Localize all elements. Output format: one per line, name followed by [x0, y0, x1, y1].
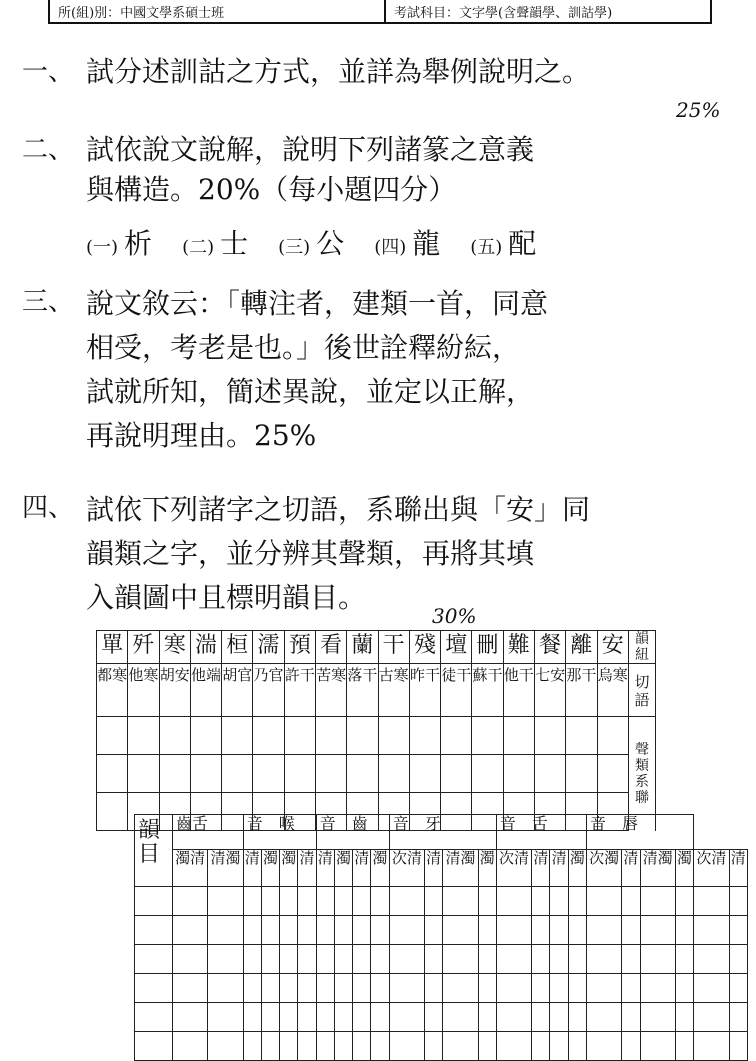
blank-cell	[173, 887, 208, 916]
seal-character-list	[86, 222, 536, 262]
blank-cell	[280, 1032, 298, 1061]
table-cell: 胡安	[159, 664, 190, 717]
blank-cell	[280, 945, 298, 974]
blank-cell	[675, 1032, 693, 1061]
voicing-cell: 濁	[261, 850, 279, 887]
blank-cell	[443, 916, 478, 945]
blank-cell	[586, 887, 621, 916]
voicing-cell: 濁清	[173, 850, 208, 887]
question-number: 一、	[22, 57, 75, 87]
blank-cell	[334, 945, 352, 974]
blank-cell	[280, 916, 298, 945]
blank-cell	[496, 1003, 531, 1032]
blank-cell	[353, 916, 371, 945]
question-1-score: 25%	[676, 98, 721, 122]
blank-cell	[675, 1003, 693, 1032]
blank-cell	[496, 945, 531, 974]
blank-cell	[568, 945, 586, 974]
blank-cell	[316, 1032, 334, 1061]
table-cell: 苦寒	[315, 664, 346, 717]
blank-cell	[586, 916, 621, 945]
blank-cell	[443, 1003, 478, 1032]
blank-cell	[729, 974, 748, 1003]
blank-cell	[173, 945, 208, 974]
voicing-cell: 濁	[371, 850, 389, 887]
table-cell: 他寒	[128, 664, 159, 717]
blank-cell	[640, 887, 675, 916]
blank-cell	[729, 887, 748, 916]
blank-cell	[298, 945, 316, 974]
question-2	[0, 130, 756, 220]
table-cell: 許干	[284, 664, 315, 717]
blank-cell	[622, 916, 640, 945]
voicing-cell: 濁	[675, 850, 693, 887]
blank-row	[97, 717, 656, 755]
blank-cell	[243, 1032, 261, 1061]
blank-cell	[261, 916, 279, 945]
seal-item: (一) 析	[86, 227, 153, 260]
blank-cell	[532, 945, 550, 974]
blank-cell	[243, 887, 261, 916]
blank-cell	[389, 1032, 424, 1061]
blank-cell	[586, 1003, 621, 1032]
voicing-cell: 清	[316, 850, 334, 887]
blank-cell	[675, 887, 693, 916]
blank-cell	[173, 974, 208, 1003]
table-cell: 乃官	[253, 664, 284, 717]
voicing-cell: 濁	[280, 850, 298, 887]
blank-cell	[389, 916, 424, 945]
question-4-score: 30%	[432, 604, 477, 628]
voicing-cell: 清濁	[640, 850, 675, 887]
initial-group: 音 喉	[243, 815, 316, 850]
blank-cell	[389, 887, 424, 916]
blank-cell	[568, 1032, 586, 1061]
blank-cell	[243, 916, 261, 945]
blank-cell	[694, 945, 729, 974]
fanqie-row	[97, 664, 656, 717]
table-cell: 古寒	[378, 664, 409, 717]
blank-cell	[243, 1003, 261, 1032]
department-label: 所(組)別：中國文學系碩士班	[50, 0, 386, 22]
table-cell: 桓	[222, 631, 253, 664]
voicing-cell: 清	[622, 850, 640, 887]
blank-cell	[371, 945, 389, 974]
blank-cell	[389, 1003, 424, 1032]
blank-cell	[316, 916, 334, 945]
question-text: 說文敘云：「轉注者，建類一首，同意 相受，考老是也。」後世詮釋紛紜， 試就所知，簡述異說，並定以正解， 再說明理由。25%	[86, 287, 549, 452]
blank-cell	[532, 974, 550, 1003]
blank-cell	[496, 887, 531, 916]
blank-cell	[261, 945, 279, 974]
blank-cell	[280, 887, 298, 916]
blank-cell	[334, 1032, 352, 1061]
blank-cell	[280, 974, 298, 1003]
blank-row	[135, 945, 748, 974]
blank-cell	[622, 1032, 640, 1061]
blank-row	[97, 755, 656, 793]
exam-header	[48, 0, 712, 24]
blank-cell	[622, 1003, 640, 1032]
table-cell: 他干	[503, 664, 534, 717]
blank-row	[135, 916, 748, 945]
blank-cell	[425, 974, 443, 1003]
blank-cell	[208, 887, 243, 916]
blank-cell	[353, 945, 371, 974]
table-cell: 殘	[409, 631, 440, 664]
row-label: 韻紐	[629, 631, 656, 664]
blank-cell	[334, 1003, 352, 1032]
blank-cell	[389, 945, 424, 974]
blank-cell	[334, 887, 352, 916]
table-cell: 徒干	[441, 664, 472, 717]
question-4	[0, 488, 756, 618]
blank-cell	[353, 974, 371, 1003]
seal-item: (四) 龍	[374, 227, 441, 260]
blank-cell	[496, 1032, 531, 1061]
question-text: 試依說文說解，說明下列諸篆之意義 與構造。20%（每小題四分）	[86, 133, 535, 206]
blank-cell	[568, 974, 586, 1003]
blank-cell	[443, 945, 478, 974]
blank-row	[135, 1003, 748, 1032]
blank-cell	[334, 916, 352, 945]
rhyme-cell	[135, 1032, 173, 1061]
blank-cell	[550, 916, 568, 945]
rhyme-cell	[135, 916, 173, 945]
blank-cell	[208, 945, 243, 974]
table-cell: 單	[97, 631, 128, 664]
table-cell: 那干	[566, 664, 597, 717]
blank-cell	[640, 1032, 675, 1061]
rhyme-cell	[135, 945, 173, 974]
blank-cell	[298, 974, 316, 1003]
rhyme-chart-subheader	[135, 850, 748, 887]
blank-cell	[425, 1003, 443, 1032]
blank-cell	[568, 887, 586, 916]
character-analysis-table	[96, 630, 656, 831]
rhyme-chart-header	[135, 815, 748, 850]
blank-cell	[353, 1003, 371, 1032]
blank-cell	[478, 974, 496, 1003]
blank-cell	[261, 1032, 279, 1061]
table-cell: 落干	[347, 664, 378, 717]
blank-cell	[729, 1032, 748, 1061]
question-3	[0, 282, 756, 462]
blank-cell	[298, 916, 316, 945]
blank-cell	[389, 974, 424, 1003]
question-text: 試分述訓詁之方式，並詳為舉例說明之。	[86, 55, 591, 88]
character-row	[97, 631, 656, 664]
rhyme-chart-table	[134, 814, 748, 1061]
blank-cell	[550, 1003, 568, 1032]
blank-cell	[496, 974, 531, 1003]
blank-cell	[694, 1032, 729, 1061]
table-cell: 蘭	[347, 631, 378, 664]
blank-cell	[443, 1032, 478, 1061]
blank-cell	[586, 1032, 621, 1061]
blank-cell	[371, 1003, 389, 1032]
seal-item: (三) 公	[278, 227, 345, 260]
blank-cell	[208, 1032, 243, 1061]
blank-cell	[550, 974, 568, 1003]
blank-cell	[532, 1032, 550, 1061]
table-cell: 看	[315, 631, 346, 664]
blank-cell	[334, 974, 352, 1003]
blank-cell	[622, 945, 640, 974]
blank-cell	[371, 916, 389, 945]
table-cell: 難	[503, 631, 534, 664]
question-number: 四、	[22, 493, 75, 523]
initial-group: 音 舌	[496, 815, 586, 850]
blank-cell	[640, 974, 675, 1003]
voicing-cell: 濁	[334, 850, 352, 887]
blank-cell	[261, 887, 279, 916]
blank-cell	[694, 916, 729, 945]
table-cell: 都寒	[97, 664, 128, 717]
blank-cell	[443, 887, 478, 916]
blank-cell	[675, 916, 693, 945]
blank-cell	[261, 1003, 279, 1032]
voicing-cell: 濁	[478, 850, 496, 887]
blank-cell	[371, 887, 389, 916]
question-number: 二、	[22, 135, 75, 165]
question-number: 三、	[22, 287, 75, 317]
rhyme-label: 韻目	[135, 815, 173, 887]
blank-cell	[478, 945, 496, 974]
blank-cell	[478, 916, 496, 945]
voicing-cell: 清	[550, 850, 568, 887]
blank-cell	[532, 1003, 550, 1032]
blank-cell	[298, 887, 316, 916]
blank-cell	[425, 887, 443, 916]
table-cell: 干	[378, 631, 409, 664]
blank-row	[135, 974, 748, 1003]
voicing-cell: 次清	[496, 850, 531, 887]
blank-cell	[550, 887, 568, 916]
voicing-cell: 清濁	[443, 850, 478, 887]
question-text: 試依下列諸字之切語，系聯出與「安」同 韻類之字，並分辨其聲類，再將其填 入韻圖中且標明韻目。	[86, 493, 591, 614]
blank-cell	[622, 974, 640, 1003]
rhyme-cell	[135, 974, 173, 1003]
blank-cell	[173, 1003, 208, 1032]
blank-cell	[550, 945, 568, 974]
voicing-cell: 清	[425, 850, 443, 887]
table-cell: 七安	[534, 664, 565, 717]
table-cell: 湍	[190, 631, 221, 664]
voicing-cell: 清	[729, 850, 748, 887]
voicing-cell: 清	[353, 850, 371, 887]
blank-cell	[675, 945, 693, 974]
table-cell: 昨干	[409, 664, 440, 717]
blank-cell	[532, 887, 550, 916]
blank-cell	[208, 916, 243, 945]
voicing-cell: 清	[532, 850, 550, 887]
voicing-cell: 次清	[389, 850, 424, 887]
blank-cell	[316, 945, 334, 974]
blank-cell	[586, 974, 621, 1003]
blank-row	[135, 887, 748, 916]
table-cell: 歼	[128, 631, 159, 664]
blank-cell	[568, 916, 586, 945]
blank-cell	[425, 916, 443, 945]
blank-cell	[443, 974, 478, 1003]
blank-cell	[353, 1032, 371, 1061]
blank-cell	[640, 916, 675, 945]
seal-item: (二) 士	[182, 227, 249, 260]
table-cell: 寒	[159, 631, 190, 664]
table-cell: 烏寒	[597, 664, 629, 717]
row-label: 切語	[629, 664, 656, 717]
row-label: 聲類系聯	[629, 717, 656, 831]
blank-cell	[622, 887, 640, 916]
blank-cell	[208, 974, 243, 1003]
blank-cell	[353, 887, 371, 916]
blank-cell	[371, 974, 389, 1003]
blank-cell	[729, 1003, 748, 1032]
blank-cell	[280, 1003, 298, 1032]
voicing-cell: 濁	[568, 850, 586, 887]
blank-cell	[425, 1032, 443, 1061]
table-cell: 預	[284, 631, 315, 664]
blank-cell	[478, 1003, 496, 1032]
blank-cell	[550, 1032, 568, 1061]
blank-cell	[694, 887, 729, 916]
blank-cell	[729, 945, 748, 974]
blank-cell	[173, 916, 208, 945]
table-cell: 離	[566, 631, 597, 664]
blank-cell	[496, 916, 531, 945]
blank-cell	[586, 945, 621, 974]
blank-cell	[261, 974, 279, 1003]
question-1	[0, 52, 756, 96]
table-cell: 壇	[441, 631, 472, 664]
blank-cell	[478, 887, 496, 916]
rhyme-cell	[135, 1003, 173, 1032]
table-cell: 胡官	[222, 664, 253, 717]
blank-cell	[243, 974, 261, 1003]
subject-label: 考試科目：文字學(含聲韻學、訓詁學)	[394, 5, 613, 21]
blank-cell	[371, 1032, 389, 1061]
blank-cell	[568, 1003, 586, 1032]
blank-row	[135, 1032, 748, 1061]
voicing-cell: 次清	[694, 850, 729, 887]
blank-cell	[532, 916, 550, 945]
table-cell: 蘇干	[472, 664, 503, 717]
table-cell: 安	[597, 631, 629, 664]
initial-group: 音 唇	[586, 815, 693, 850]
blank-cell	[298, 1032, 316, 1061]
blank-cell	[298, 1003, 316, 1032]
voicing-cell: 次濁	[586, 850, 621, 887]
table-cell: 他端	[190, 664, 221, 717]
rhyme-cell	[135, 887, 173, 916]
blank-cell	[640, 945, 675, 974]
initial-group: 音 齒	[316, 815, 389, 850]
blank-cell	[208, 1003, 243, 1032]
seal-item: (五) 配	[470, 227, 537, 260]
blank-cell	[675, 974, 693, 1003]
table-cell: 濡	[253, 631, 284, 664]
blank-cell	[640, 1003, 675, 1032]
blank-cell	[729, 916, 748, 945]
table-cell: 刪	[472, 631, 503, 664]
blank-cell	[694, 974, 729, 1003]
voicing-cell: 清	[298, 850, 316, 887]
blank-cell	[316, 887, 334, 916]
voicing-cell: 清	[243, 850, 261, 887]
blank-cell	[243, 945, 261, 974]
blank-cell	[478, 1032, 496, 1061]
blank-cell	[316, 1003, 334, 1032]
initial-group: 音 牙	[389, 815, 496, 850]
initial-group: 齒舌	[173, 815, 244, 850]
blank-cell	[173, 1032, 208, 1061]
blank-cell	[694, 1003, 729, 1032]
voicing-cell: 清濁	[208, 850, 243, 887]
blank-cell	[425, 945, 443, 974]
table-cell: 餐	[534, 631, 565, 664]
blank-cell	[316, 974, 334, 1003]
